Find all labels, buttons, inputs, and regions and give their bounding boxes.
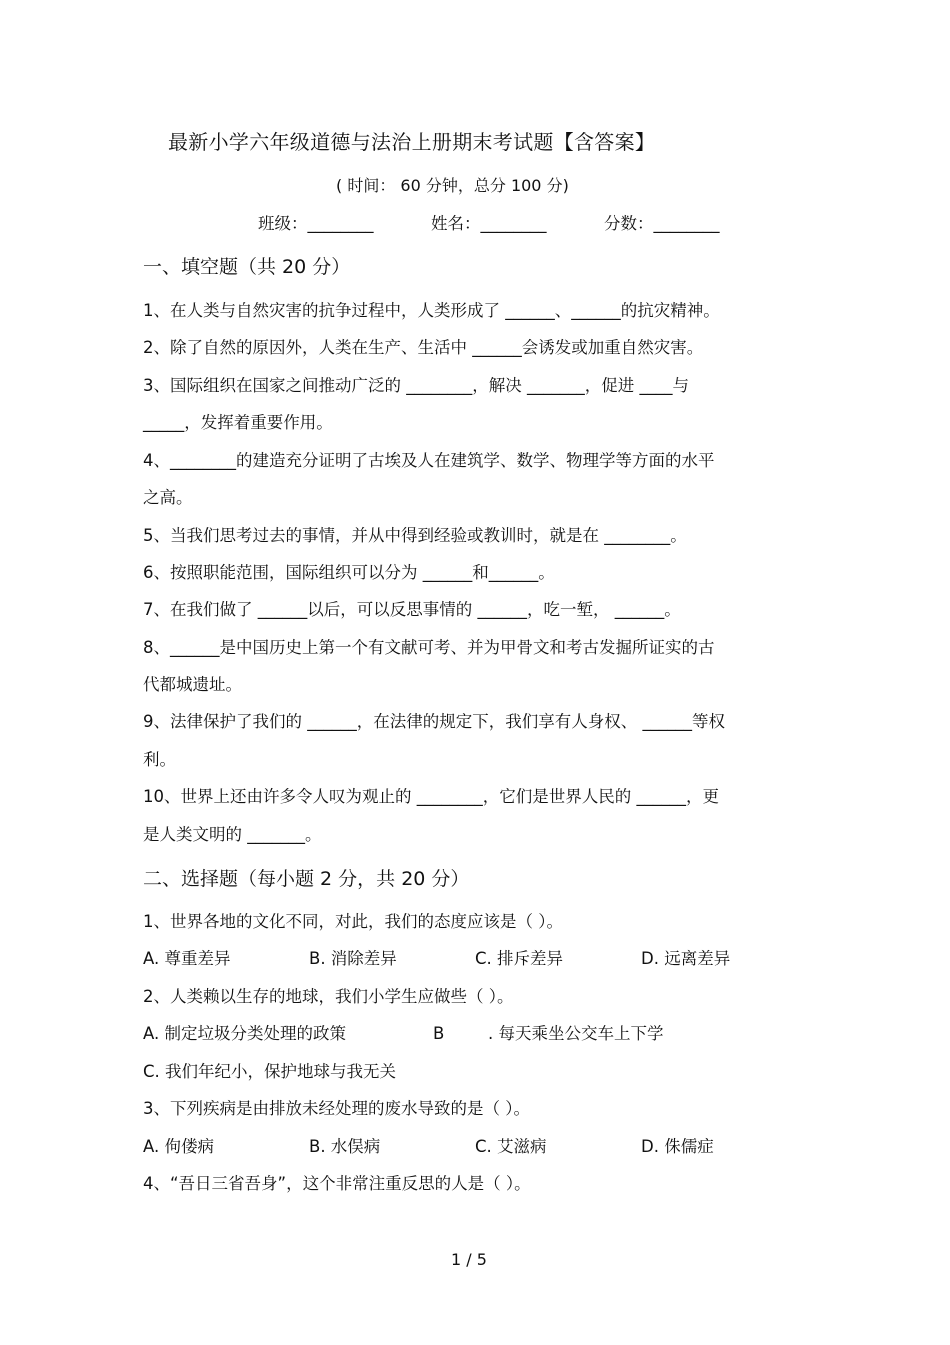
question-line: 5、当我们思考过去的事情，并从中得到经验或教训时，就是在 ________。: [143, 526, 687, 545]
option-d: D. 远离差异: [641, 949, 731, 968]
option-b-letter: B: [433, 1024, 445, 1043]
question-stem: 3、下列疾病是由排放未经处理的废水导致的是（ ）。: [143, 1099, 530, 1118]
question-stem: 1、世界各地的文化不同，对此，我们的态度应该是（ ）。: [143, 912, 563, 931]
option-c: C. 排斥差异: [475, 949, 564, 968]
section-heading-fill-in: 一、填空题（共 20 分）: [143, 256, 351, 278]
question-line: _____，发挥着重要作用。: [143, 413, 333, 432]
question-line: 2、除了自然的原因外，人类在生产、生活中 ______会诱发或加重自然灾害。: [143, 338, 704, 357]
class-field-label: 班级：________: [258, 214, 374, 233]
option-a: A. 佝偻病: [143, 1137, 214, 1156]
score-field-label: 分数：________: [604, 214, 720, 233]
question-line: 代都城遗址。: [143, 675, 242, 694]
option-c: C. 艾滋病: [475, 1137, 547, 1156]
question-line: 3、国际组织在国家之间推动广泛的 ________，解决 _______，促进 ____与: [143, 376, 689, 395]
option-a: A. 尊重差异: [143, 949, 231, 968]
question-line: 7、在我们做了 ______以后，可以反思事情的 ______，吃一堑， ______。: [143, 600, 681, 619]
option-c: C. 我们年纪小，保护地球与我无关: [143, 1062, 397, 1081]
question-line: 4、________的建造充分证明了古埃及人在建筑学、数学、物理学等方面的水平: [143, 451, 715, 470]
option-b: . 每天乘坐公交车上下学: [488, 1024, 664, 1043]
question-line: 6、按照职能范围，国际组织可以分为 ______和______。: [143, 563, 555, 582]
question-line: 利。: [143, 750, 176, 769]
question-line: 8、______是中国历史上第一个有文献可考、并为甲骨文和考古发掘所证实的古: [143, 638, 715, 657]
question-stem: 2、人类赖以生存的地球，我们小学生应做些（ ）。: [143, 987, 514, 1006]
section-heading-choice: 二、选择题（每小题 2 分，共 20 分）: [143, 868, 470, 890]
name-field-label: 姓名：________: [431, 214, 547, 233]
option-b: B. 消除差异: [309, 949, 397, 968]
question-line: 是人类文明的 _______。: [143, 825, 322, 844]
question-line: 10、世界上还由许多令人叹为观止的 ________，它们是世界人民的 ______，更: [143, 787, 719, 806]
option-a: A. 制定垃圾分类处理的政策: [143, 1024, 346, 1043]
exam-subtitle: ( 时间： 60 分钟，总分 100 分): [336, 176, 569, 195]
question-line: 1、在人类与自然灾害的抗争过程中，人类形成了 ______、______的抗灾精神。: [143, 301, 720, 320]
question-line: 9、法律保护了我们的 ______，在法律的规定下，我们享有人身权、 ______等权: [143, 712, 725, 731]
page-title: 最新小学六年级道德与法治上册期末考试题【含答案】: [168, 130, 656, 154]
page-number: 1 / 5: [451, 1250, 487, 1269]
option-d: D. 侏儒症: [641, 1137, 714, 1156]
option-b: B. 水俣病: [309, 1137, 381, 1156]
question-line: 之高。: [143, 488, 193, 507]
question-stem: 4、“吾日三省吾身”，这个非常注重反思的人是（ ）。: [143, 1174, 531, 1193]
